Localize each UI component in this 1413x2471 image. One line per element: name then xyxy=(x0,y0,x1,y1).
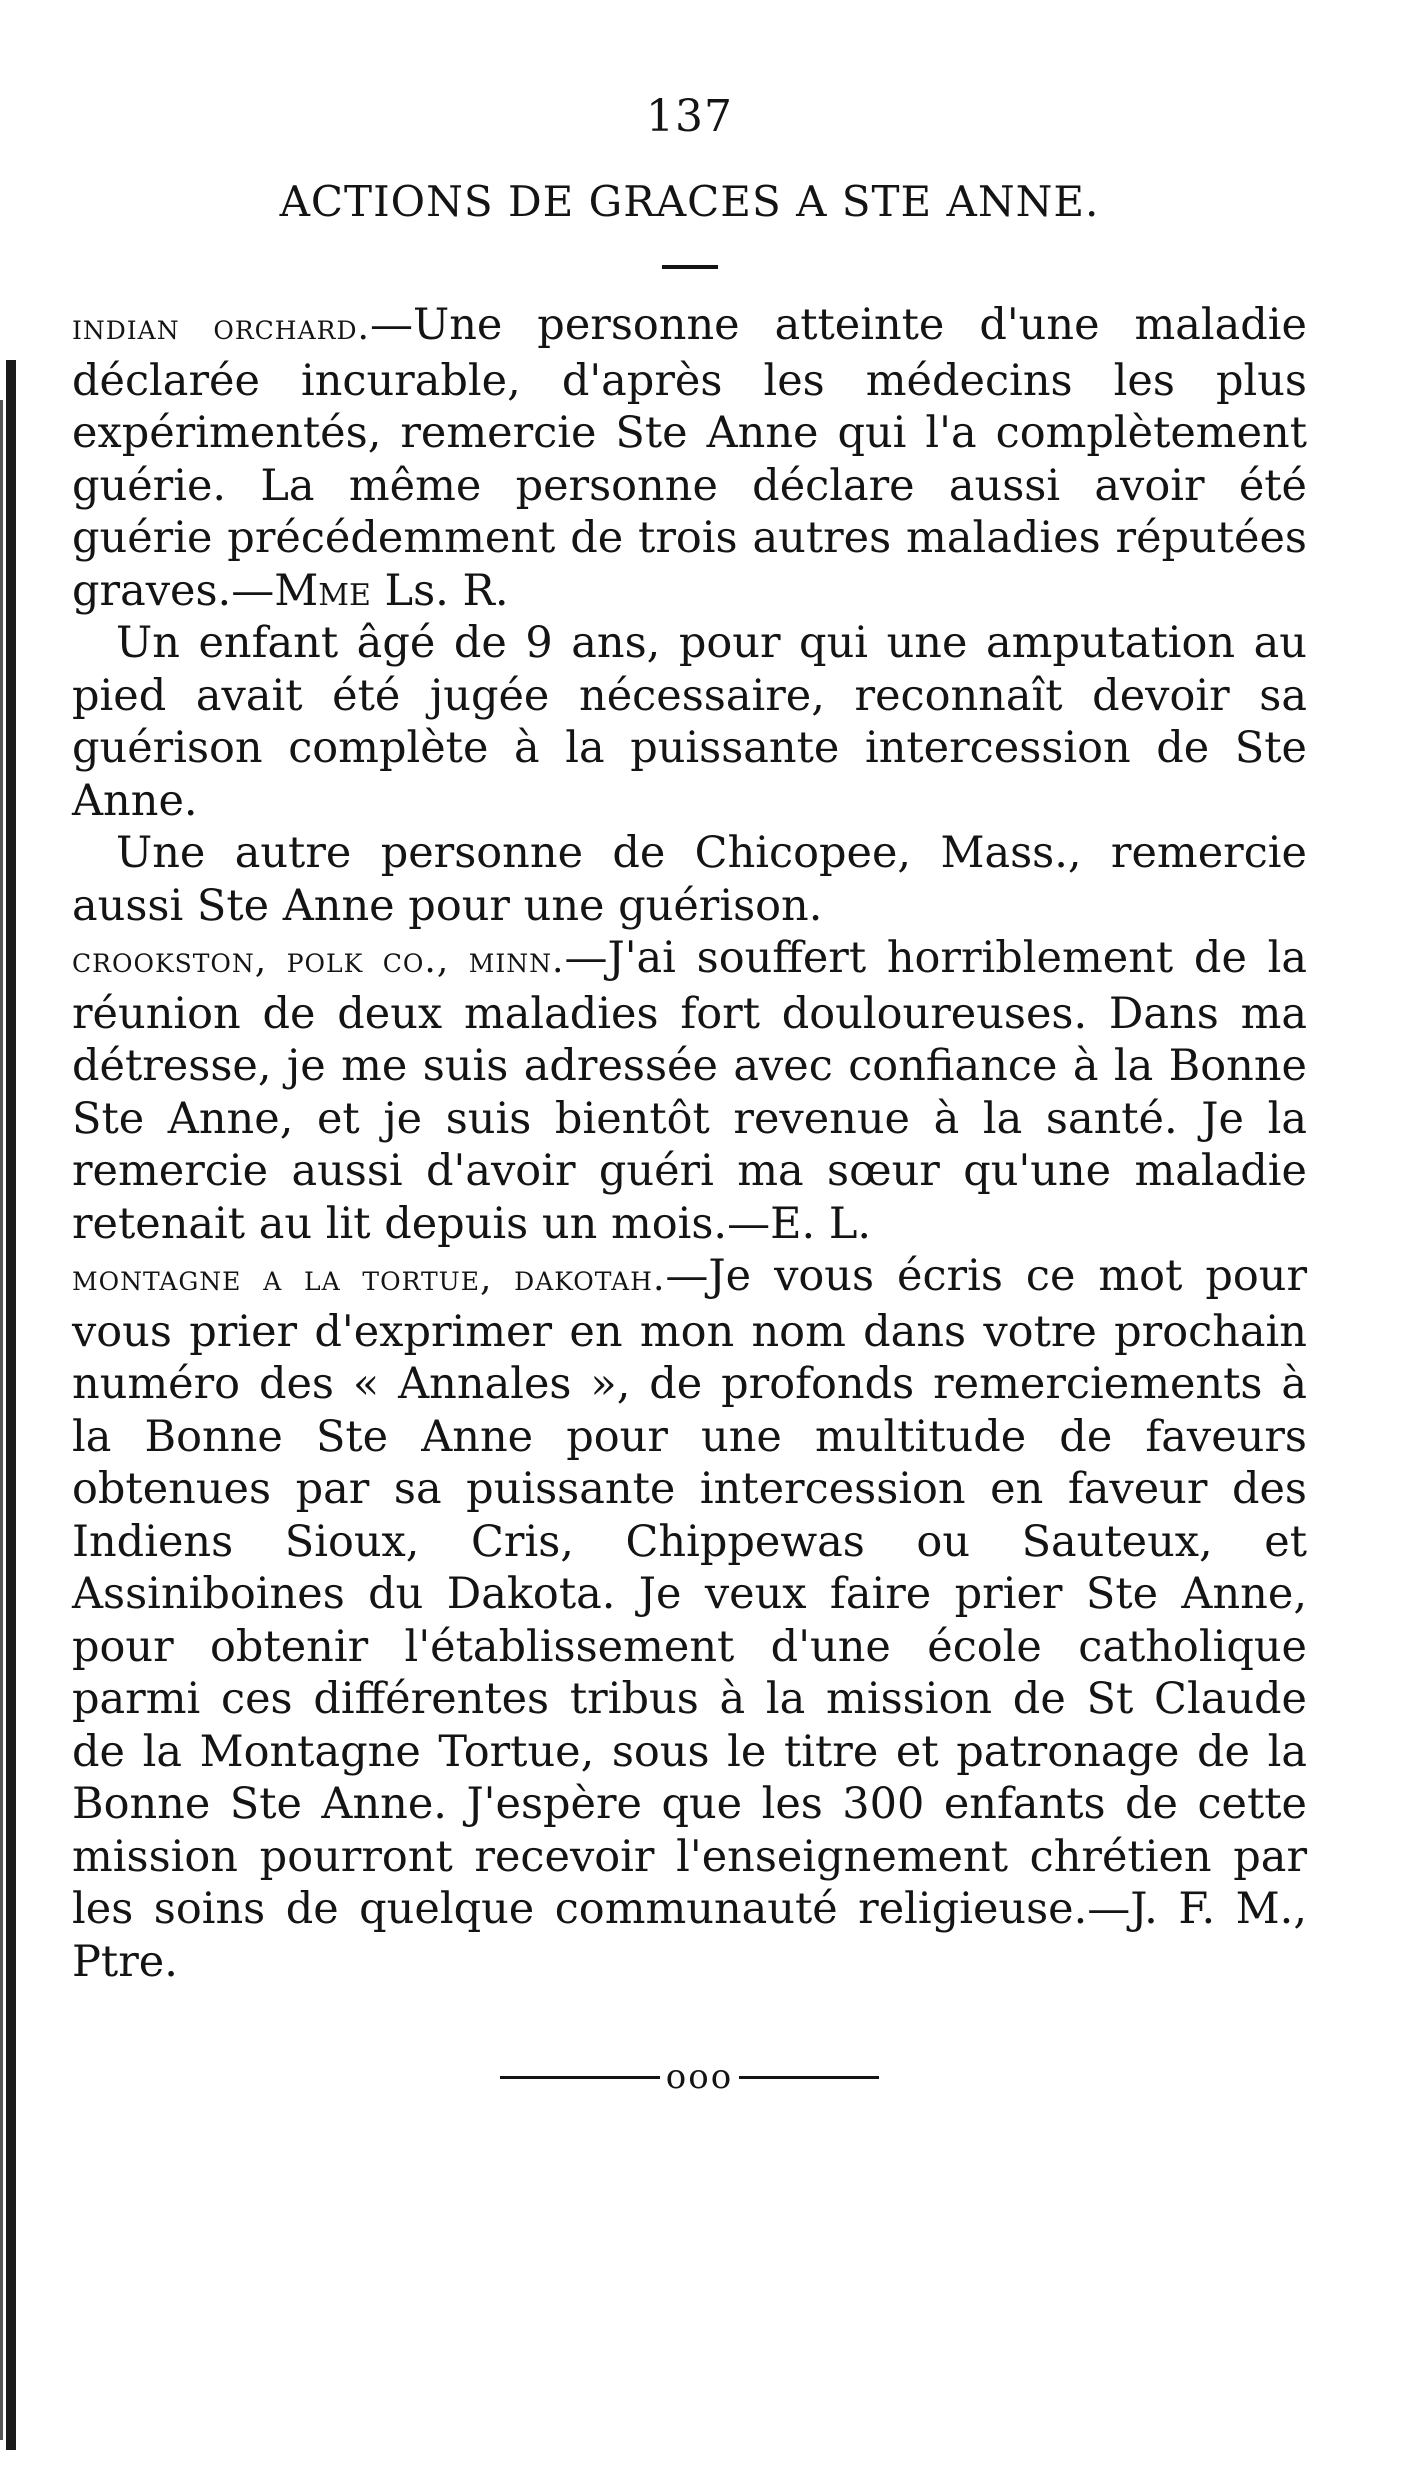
entry-signature-title: Mme xyxy=(274,565,371,616)
entry-chicopee xyxy=(72,827,1307,932)
entry-text: —Une personne atteinte d'une maladie déclarée incurable, d'après les médecins les plus expérimentés, remercie Ste Anne qui l'a complètement guérie. La même personne déclare aussi avoir été guérie précédemment de trois autres maladies réputées graves.— xyxy=(72,300,1307,616)
entry-text: —J'ai souffert horriblement de la réunion de deux maladies fort douloureuses. Dans ma détresse, je me suis adressée avec confiance à la Bonne Ste Anne, et je suis bientôt revenue à la santé. Je la remercie aussi d'avoir guéri ma sœur qu'une maladie retenait au lit depuis un mois.—E. L. xyxy=(72,933,1307,1249)
section-end-ornament xyxy=(72,2057,1307,2098)
entry-place: crookston, polk co., minn. xyxy=(72,940,565,982)
ornament-mark: ooo xyxy=(665,2057,734,2098)
entry-place: montagne a la tortue, dakotah. xyxy=(72,1258,666,1300)
entry-crookston xyxy=(72,932,1307,1250)
entry-signature: Ls. R. xyxy=(370,565,509,616)
title-divider xyxy=(662,265,718,269)
entry-child-amputation xyxy=(72,617,1307,827)
entry-place: indian orchard. xyxy=(72,307,370,349)
page-edge-shadow xyxy=(0,400,3,2440)
entry-text: Une autre personne de Chicopee, Mass., remercie aussi Ste Anne pour une guérison. xyxy=(72,828,1307,931)
entry-indian-orchard xyxy=(72,299,1307,617)
entry-montagne-tortue xyxy=(72,1250,1307,1988)
page-title: ACTIONS DE GRACES A STE ANNE. xyxy=(279,177,1100,226)
entry-text: —Je vous écris ce mot pour vous prier d'exprimer en mon nom dans votre prochain numéro des « Annales », de profonds remerciements à la Bonne Ste Anne pour une multitude de faveurs obtenues par sa puissante intercession en faveur des Indiens Sioux, Cris, Chippewas ou Sauteux, et Assiniboines du Dakota. Je veux faire prier Ste Anne, pour obtenir l'établissement d'une école catholique parmi ces différentes tribus à la mission de St Claude de la Montagne Tortue, sous le titre et patronage de la Bonne Ste Anne. J'espère que les 300 enfants de cette mission pourront recevoir l'enseignement chrétien par les soins de quelque communauté religieuse.—J. F. M., Ptre. xyxy=(72,1251,1307,1987)
ornament-right-rule xyxy=(739,2076,879,2079)
page-edge-binding xyxy=(6,360,16,2450)
entry-text: Un enfant âgé de 9 ans, pour qui une amputation au pied avait été jugée nécessaire, reconnaît devoir sa guérison complète à la puissante intercession de Ste Anne. xyxy=(72,618,1307,826)
ornament-left-rule xyxy=(500,2076,660,2079)
page-number: 137 xyxy=(646,91,733,142)
document-page xyxy=(72,91,1307,2098)
